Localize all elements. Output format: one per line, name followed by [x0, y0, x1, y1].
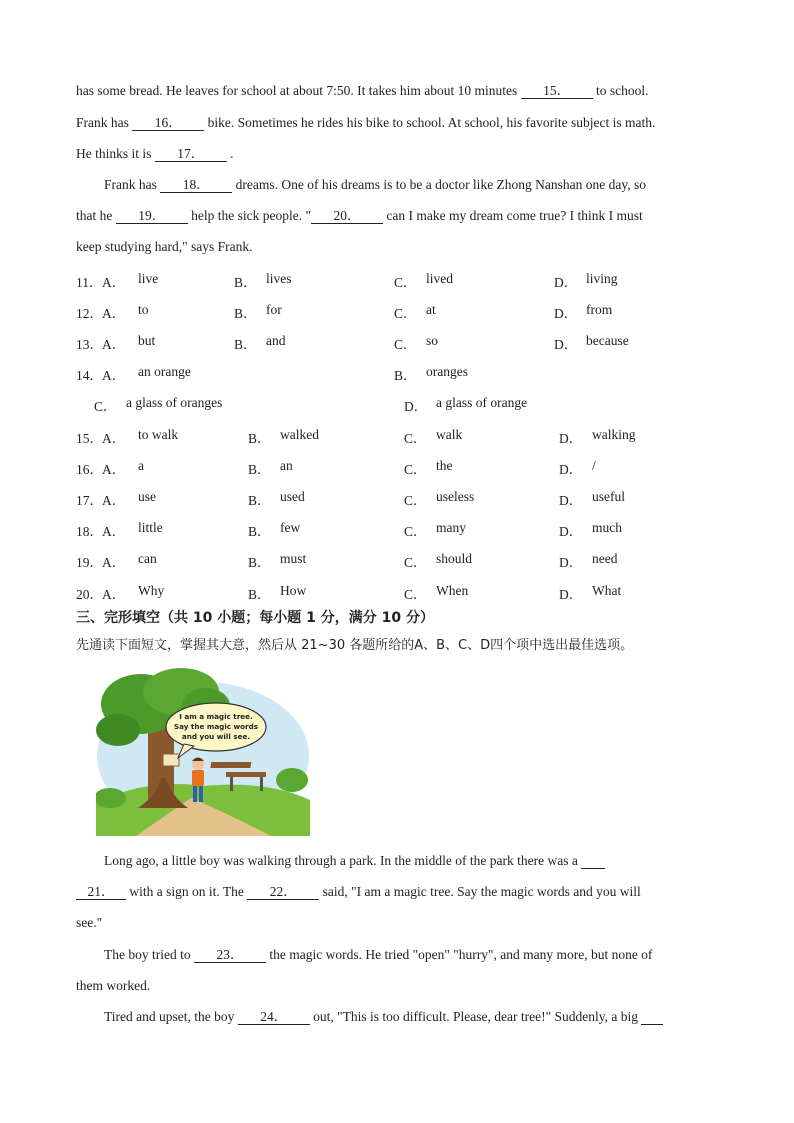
answer-blank[interactable]: 18． — [160, 178, 232, 193]
option-a-label[interactable]: A． — [102, 587, 126, 602]
bubble-line-3: and you will see. — [181, 732, 251, 741]
option-a-label[interactable]: A． — [102, 368, 126, 383]
option-a-label[interactable]: A． — [102, 306, 126, 321]
tree-sign — [163, 754, 179, 766]
option-d-text[interactable]: What — [592, 583, 622, 598]
option-b-text[interactable]: for — [266, 302, 282, 317]
question-18: 18． A． little B． few C． many D． much — [76, 520, 622, 539]
option-d-text[interactable]: living — [586, 271, 618, 286]
passage-line: see." — [76, 915, 103, 930]
option-b-text[interactable]: used — [280, 489, 305, 504]
answer-blank[interactable]: 24． — [238, 1010, 310, 1025]
answer-blank[interactable]: 23． — [194, 948, 266, 963]
option-d-text[interactable]: / — [592, 458, 596, 473]
option-d-text[interactable]: much — [592, 520, 622, 535]
option-c-label[interactable]: C． — [404, 431, 427, 446]
option-b-label[interactable]: B． — [248, 587, 271, 602]
passage-line: that he 19． help the sick people. " 20． can I make my dream come true? I think I must — [76, 208, 643, 223]
magic-tree-illustration — [96, 668, 310, 836]
option-c-text[interactable]: walk — [436, 427, 463, 442]
option-d-label[interactable]: D． — [554, 306, 578, 321]
option-b-label[interactable]: B． — [234, 275, 257, 290]
question-17: 17． A． use B． used C． useless D． useful — [76, 489, 625, 508]
option-c-label[interactable]: C． — [394, 275, 417, 290]
bush — [276, 768, 308, 792]
option-b-label[interactable]: B． — [248, 555, 271, 570]
option-d-text[interactable]: need — [592, 551, 618, 566]
question-19: 19． A． can B． must C． should D． need — [76, 551, 618, 570]
option-a-text[interactable]: live — [138, 271, 159, 286]
option-d-text[interactable]: a glass of orange — [436, 395, 528, 410]
option-c-label[interactable]: C． — [404, 462, 427, 477]
option-a-label[interactable]: A． — [102, 275, 126, 290]
question-13: 13． A． but B． and C． so D． because — [76, 333, 629, 352]
option-d-label[interactable]: D． — [559, 431, 583, 446]
answer-blank[interactable]: 15． — [521, 84, 593, 99]
passage-line: has some bread. He leaves for school at about 7:50. It takes him about 10 minutes 15． to school. — [76, 83, 649, 98]
question-20: 20． A． Why B． How C． When D． What — [76, 583, 622, 602]
option-a-text[interactable]: to — [138, 302, 149, 317]
option-c-label[interactable]: C． — [404, 587, 427, 602]
option-a-text[interactable]: a — [138, 458, 144, 473]
answer-blank[interactable]: 17． — [155, 147, 227, 162]
option-a-label[interactable]: A． — [102, 493, 126, 508]
question-12: 12． A． to B． for C． at D． from — [76, 302, 613, 321]
option-c-text[interactable]: a glass of oranges — [126, 395, 223, 410]
option-b-text[interactable]: lives — [266, 271, 292, 286]
option-b-label[interactable]: B． — [248, 493, 271, 508]
option-a-text[interactable]: use — [138, 489, 156, 504]
option-c-label[interactable]: C． — [394, 337, 417, 352]
passage-line: keep studying hard," says Frank. — [76, 239, 253, 254]
answer-blank[interactable]: 16． — [132, 116, 204, 131]
bubble-line-1: I am a magic tree. — [179, 712, 253, 721]
passage-line: 21． with a sign on it. The 22． said, "I am a magic tree. Say the magic words and you will — [76, 884, 641, 900]
option-a-label[interactable]: A． — [102, 431, 126, 446]
option-a-label[interactable]: A． — [102, 555, 126, 570]
section-instructions: 先通读下面短文，掌握其大意，然后从 21~30 各题所给的A、B、C、D四个项中选出最佳选项。 — [76, 638, 634, 653]
option-a-label[interactable]: A． — [102, 337, 126, 352]
section-title: 三、完形填空（共 10 小题；每小题 1 分，满分 10 分） — [76, 610, 434, 626]
option-c-text[interactable]: many — [436, 520, 466, 535]
option-c-text[interactable]: so — [426, 333, 439, 348]
option-d-label[interactable]: D． — [559, 555, 583, 570]
option-d-label[interactable]: D． — [554, 275, 578, 290]
question-15: 15． A． to walk B． walked C． walk D． walking — [76, 427, 636, 446]
bubble-line-2: Say the magic words — [173, 722, 259, 731]
option-b-text[interactable]: few — [280, 520, 301, 535]
option-a-text[interactable]: Why — [138, 583, 165, 598]
option-a-label[interactable]: A． — [102, 524, 126, 539]
option-b-text[interactable]: an — [280, 458, 293, 473]
passage-line: Long ago, a little boy was walking through a park. In the middle of the park there was a — [104, 853, 605, 869]
option-d-text[interactable]: from — [586, 302, 613, 317]
option-a-text[interactable]: little — [138, 520, 163, 535]
answer-blank-start[interactable] — [581, 854, 605, 869]
option-c-text[interactable]: When — [436, 583, 469, 598]
option-d-label[interactable]: D． — [559, 462, 583, 477]
answer-blank[interactable]: 20． — [311, 209, 383, 224]
option-b-label[interactable]: B． — [248, 462, 271, 477]
option-a-text[interactable]: an orange — [138, 364, 191, 379]
option-a-label[interactable]: A． — [102, 462, 126, 477]
option-a-text[interactable]: to walk — [138, 427, 179, 442]
answer-blank[interactable]: 21． — [76, 885, 126, 900]
option-d-label[interactable]: D． — [554, 337, 578, 352]
option-d-text[interactable]: because — [586, 333, 629, 348]
option-a-text[interactable]: but — [138, 333, 156, 348]
option-b-label[interactable]: B． — [234, 306, 257, 321]
passage-line: He thinks it is 17． . — [76, 146, 234, 161]
option-c-label[interactable]: C． — [394, 306, 417, 321]
passage-line: them worked. — [76, 978, 151, 993]
option-b-label[interactable]: B． — [248, 524, 271, 539]
option-c-label[interactable]: C． — [404, 524, 427, 539]
option-b-text[interactable]: oranges — [426, 364, 468, 379]
option-d-label[interactable]: D． — [404, 399, 428, 414]
option-b-text[interactable]: and — [266, 333, 286, 348]
passage-line: The boy tried to 23． the magic words. He tried "open" "hurry", and many more, but none of — [104, 947, 653, 962]
option-c-text[interactable]: should — [436, 551, 473, 566]
answer-blank[interactable]: 19． — [116, 209, 188, 224]
option-c-text[interactable]: at — [426, 302, 436, 317]
option-b-text[interactable]: must — [280, 551, 307, 566]
question-11: 11． A． live B． lives C． lived D． living — [76, 271, 618, 290]
passage-line: Tired and upset, the boy 24． out, "This is too difficult. Please, dear tree!" Suddenly, a big — [104, 1009, 663, 1025]
option-b-label[interactable]: B． — [248, 431, 271, 446]
passage-line: Frank has 16． bike. Sometimes he rides his bike to school. At school, his favorite subject is math. — [76, 115, 656, 130]
option-c-text[interactable]: useless — [436, 489, 475, 504]
option-d-text[interactable]: walking — [592, 427, 636, 442]
option-c-label[interactable]: C． — [94, 399, 117, 414]
question-16: 16． A． a B． an C． the D． / — [76, 458, 596, 477]
option-a-text[interactable]: can — [138, 551, 157, 566]
option-c-text[interactable]: lived — [426, 271, 453, 286]
option-d-label[interactable]: D． — [559, 587, 583, 602]
option-c-text[interactable]: the — [436, 458, 453, 473]
answer-blank-start[interactable] — [641, 1010, 663, 1025]
passage-line: Frank has 18． dreams. One of his dreams is to be a doctor like Zhong Nanshan one day, so — [104, 177, 647, 192]
option-d-label[interactable]: D． — [559, 493, 583, 508]
option-b-label[interactable]: B． — [234, 337, 257, 352]
option-b-label[interactable]: B． — [394, 368, 417, 383]
question-14-cont — [76, 395, 736, 413]
option-b-text[interactable]: walked — [280, 427, 319, 442]
option-c-label[interactable]: C． — [404, 555, 427, 570]
option-b-text[interactable]: How — [280, 583, 307, 598]
option-d-text[interactable]: useful — [592, 489, 625, 504]
answer-blank[interactable]: 22． — [247, 885, 319, 900]
question-14: 14． A． an orange B． oranges — [76, 364, 468, 383]
option-c-label[interactable]: C． — [404, 493, 427, 508]
option-d-label[interactable]: D． — [559, 524, 583, 539]
